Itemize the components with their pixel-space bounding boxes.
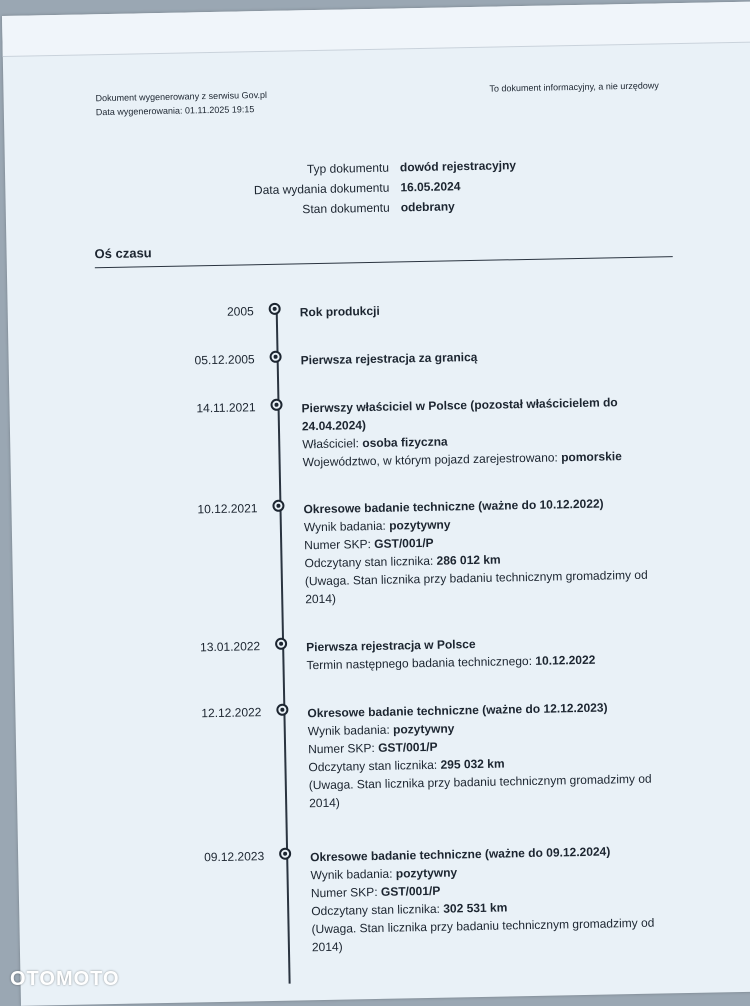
meta-value: odebrany <box>400 199 455 215</box>
event-body <box>300 344 660 369</box>
generated-source: Dokument wygenerowany z serwisu Gov.pl <box>95 89 268 104</box>
meta-value: 16.05.2024 <box>400 179 461 195</box>
event-date: 14.11.2021 <box>196 400 256 416</box>
event-title: Pierwsza rejestracja w Polsce <box>306 637 476 655</box>
event-body <box>301 392 662 471</box>
event-title: Okresowe badanie techniczne (ważne do 10.12.2022) <box>303 496 604 517</box>
skp-value: GST/001/P <box>380 883 441 899</box>
otomoto-watermark-logo: OTOMOTO <box>10 968 120 990</box>
timeline-dot-icon <box>269 303 281 315</box>
timeline-event <box>9 391 749 470</box>
meta-value: dowód rejestracyjny <box>399 158 517 175</box>
event-title: Okresowe badanie techniczne (ważne do 09.12.2024) <box>310 844 611 865</box>
timeline-dot-icon <box>270 399 282 411</box>
meta-issue-date <box>5 174 745 198</box>
timeline-heading: Oś czasu <box>94 245 152 262</box>
result-value: pozytywny <box>395 865 458 881</box>
event-body <box>303 493 665 608</box>
timeline-event <box>15 696 750 811</box>
event-body <box>310 841 672 956</box>
event-date: 2005 <box>226 304 254 319</box>
skp-label: Numer SKP: <box>304 537 372 553</box>
event-note: (Uwaga. Stan licznika przy badaniu technicznym gromadzimy od 2014) <box>308 771 652 811</box>
underlying-sheet-edge <box>2 2 750 57</box>
generated-date-line <box>96 102 268 119</box>
meta-label: Data wydania dokumentu <box>253 180 390 198</box>
skp-label: Numer SKP: <box>307 740 375 757</box>
timeline-event <box>14 630 750 673</box>
event-date: 10.12.2021 <box>197 501 258 517</box>
document-page <box>2 2 750 1006</box>
odometer-value: 286 012 km <box>436 552 501 568</box>
meta-document-status <box>6 194 746 217</box>
event-date: 09.12.2023 <box>203 849 265 865</box>
next-inspection-label: Termin następnego badania technicznego: <box>306 653 533 673</box>
generated-date-value: 01.11.2025 19:15 <box>184 104 255 116</box>
timeline-dot-icon <box>279 848 291 860</box>
skp-value: GST/001/P <box>378 739 438 755</box>
timeline-dot-icon <box>269 351 281 363</box>
generation-info <box>95 88 267 119</box>
timeline-dot-icon <box>272 500 284 512</box>
result-value: pozytywny <box>389 517 451 533</box>
region-label: Województwo, w którym pojazd zarejestrowano: <box>302 450 558 470</box>
event-body <box>300 296 660 321</box>
meta-label: Typ dokumentu <box>306 160 390 177</box>
event-date: 13.01.2022 <box>199 639 261 655</box>
skp-label: Numer SKP: <box>310 884 378 901</box>
owner-label: Właściciel: <box>302 436 360 452</box>
next-inspection-value: 10.12.2022 <box>535 652 596 668</box>
timeline-heading-rule <box>95 256 673 268</box>
event-body <box>307 697 669 812</box>
meta-document-type <box>5 154 745 177</box>
event-note: (Uwaga. Stan licznika przy badaniu technicznym gromadzimy od 2014) <box>311 915 655 955</box>
owner-value: osoba fizyczna <box>362 434 448 451</box>
generated-date-label: Data wygenerowania: <box>95 105 183 118</box>
informational-notice: To dokument informacyjny, a nie urzędowy <box>489 80 659 94</box>
event-body <box>306 631 667 674</box>
skp-value: GST/001/P <box>374 535 434 551</box>
meta-label: Stan dokumentu <box>302 200 390 217</box>
event-title: Pierwsza rejestracja za granicą <box>300 349 478 368</box>
region-value: pomorskie <box>561 449 622 465</box>
result-value: pozytywny <box>392 721 455 737</box>
event-date: 12.12.2022 <box>201 705 262 721</box>
odometer-label: Odczytany stan licznika: <box>308 757 438 775</box>
result-label: Wynik badania: <box>303 518 386 535</box>
timeline-event <box>18 840 750 955</box>
event-note: (Uwaga. Stan licznika przy badaniu technicznym gromadzimy od 2014) <box>304 567 648 607</box>
event-title: Okresowe badanie techniczne (ważne do 12.12.2023) <box>307 700 608 721</box>
timeline-event <box>11 492 750 607</box>
timeline-event <box>9 343 749 368</box>
event-title: Pierwszy właściciel w Polsce (pozostał właścicielem do 24.04.2024) <box>301 395 618 434</box>
timeline-event <box>8 295 748 320</box>
odometer-label: Odczytany stan licznika: <box>311 901 441 919</box>
timeline-dot-icon <box>276 704 288 716</box>
timeline-dot-icon <box>275 638 287 650</box>
odometer-value: 295 032 km <box>440 756 505 772</box>
result-label: Wynik badania: <box>310 866 393 883</box>
event-date: 05.12.2005 <box>194 352 255 368</box>
result-label: Wynik badania: <box>307 722 390 739</box>
event-title: Rok produkcji <box>299 303 380 320</box>
odometer-label: Odczytany stan licznika: <box>304 553 434 571</box>
odometer-value: 302 531 km <box>443 900 508 916</box>
